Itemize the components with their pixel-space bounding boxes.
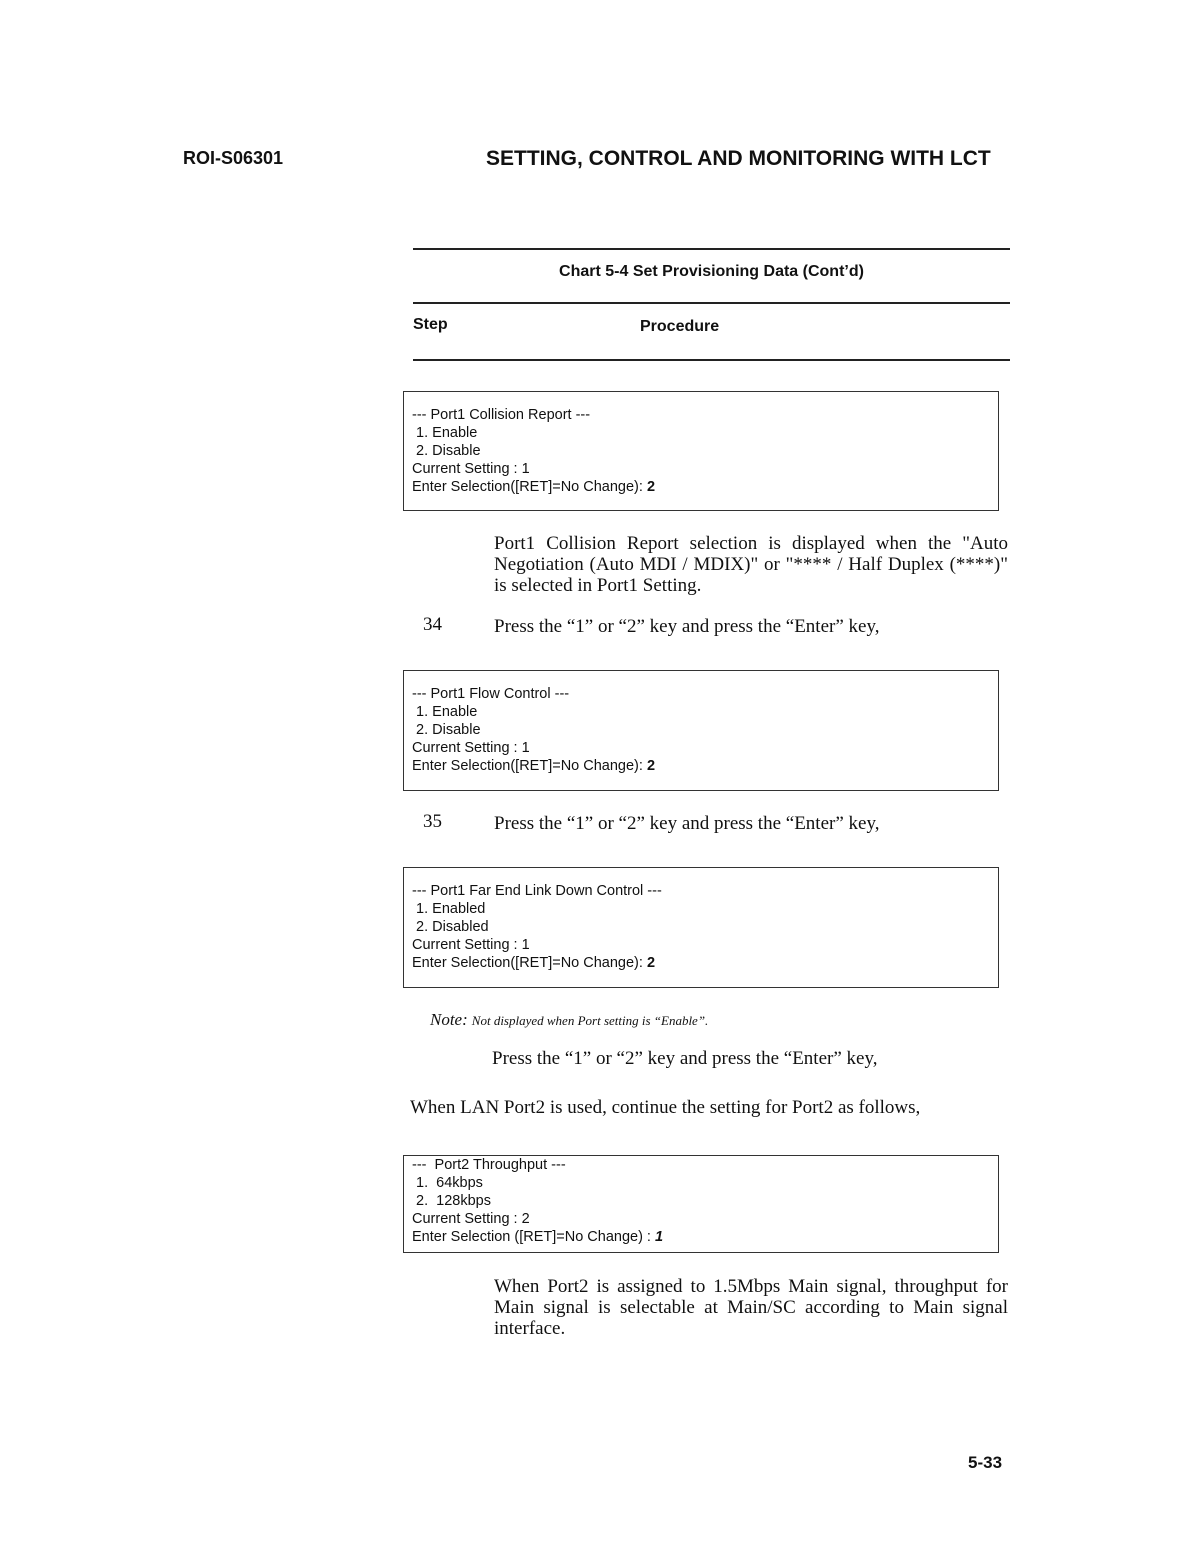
screen-heading: --- Port1 Collision Report --- xyxy=(412,407,591,423)
selection-entry: 2 xyxy=(646,955,656,971)
terminal-screen-port2-throughput xyxy=(403,1155,999,1253)
menu-option: 1. 64kbps xyxy=(412,1175,483,1191)
page-number: 5-33 xyxy=(968,1453,1003,1472)
selection-entry: 2 xyxy=(646,758,656,774)
menu-option: 2. 128kbps xyxy=(412,1193,491,1209)
step-number: 35 xyxy=(423,811,442,832)
selection-prompt: Enter Selection([RET]=No Change): xyxy=(412,955,647,971)
menu-option: 2. Disable xyxy=(412,722,481,738)
current-setting: Current Setting : 1 xyxy=(412,740,530,756)
step-text: Press the “1” or “2” key and press the “Enter” key, xyxy=(494,616,880,637)
step-number: 34 xyxy=(423,614,442,635)
chart-title: Chart 5-4 Set Provisioning Data (Cont’d) xyxy=(559,263,864,280)
header-bottom-rule xyxy=(413,359,1010,361)
terminal-screen-flow-control xyxy=(403,670,999,791)
column-step-heading: Step xyxy=(413,316,448,333)
selection-entry: 2 xyxy=(646,479,656,495)
screen-heading: --- Port1 Flow Control --- xyxy=(412,686,570,702)
note-text: Not displayed when Port setting is “Enable”. xyxy=(471,1013,709,1028)
current-setting: Current Setting : 1 xyxy=(412,937,530,953)
menu-option: 2. Disabled xyxy=(412,919,489,935)
note-label: Note: xyxy=(430,1010,468,1029)
note xyxy=(430,1010,708,1030)
current-setting: Current Setting : 1 xyxy=(412,461,530,477)
menu-option: 1. Enable xyxy=(412,704,478,720)
top-rule xyxy=(413,248,1010,250)
column-procedure-heading: Procedure xyxy=(640,318,720,335)
menu-option: 1. Enable xyxy=(412,425,478,441)
menu-option: 1. Enabled xyxy=(412,901,486,917)
press-key-instruction: Press the “1” or “2” key and press the “Enter” key, xyxy=(492,1048,878,1069)
current-setting: Current Setting : 2 xyxy=(412,1211,530,1227)
header-rule xyxy=(413,302,1010,304)
port2-throughput-note: When Port2 is assigned to 1.5Mbps Main signal, throughput for Main signal is selectable at Main/SC according to Main signal interface. xyxy=(494,1276,1008,1339)
screen-heading: --- Port2 Throughput --- xyxy=(412,1157,566,1173)
terminal-screen-collision-report xyxy=(403,391,999,511)
section-title: SETTING, CONTROL AND MONITORING WITH LCT xyxy=(486,147,991,170)
selection-prompt: Enter Selection([RET]=No Change): xyxy=(412,758,647,774)
lan-port2-instruction: When LAN Port2 is used, continue the setting for Port2 as follows, xyxy=(410,1097,921,1118)
step-text: Press the “1” or “2” key and press the “Enter” key, xyxy=(494,813,880,834)
terminal-screen-far-end-link-down xyxy=(403,867,999,988)
screen-heading: --- Port1 Far End Link Down Control --- xyxy=(412,883,662,899)
selection-entry: 1 xyxy=(655,1229,664,1245)
selection-prompt: Enter Selection ([RET]=No Change) : xyxy=(412,1229,655,1245)
document-id: ROI-S06301 xyxy=(183,148,284,168)
selection-prompt: Enter Selection([RET]=No Change): xyxy=(412,479,647,495)
menu-option: 2. Disable xyxy=(412,443,481,459)
collision-report-note: Port1 Collision Report selection is displayed when the "Auto Negotiation (Auto MDI / MDIX)" or "**** / Half Duplex (****)" is selected in Port1 Setting. xyxy=(494,533,1008,596)
